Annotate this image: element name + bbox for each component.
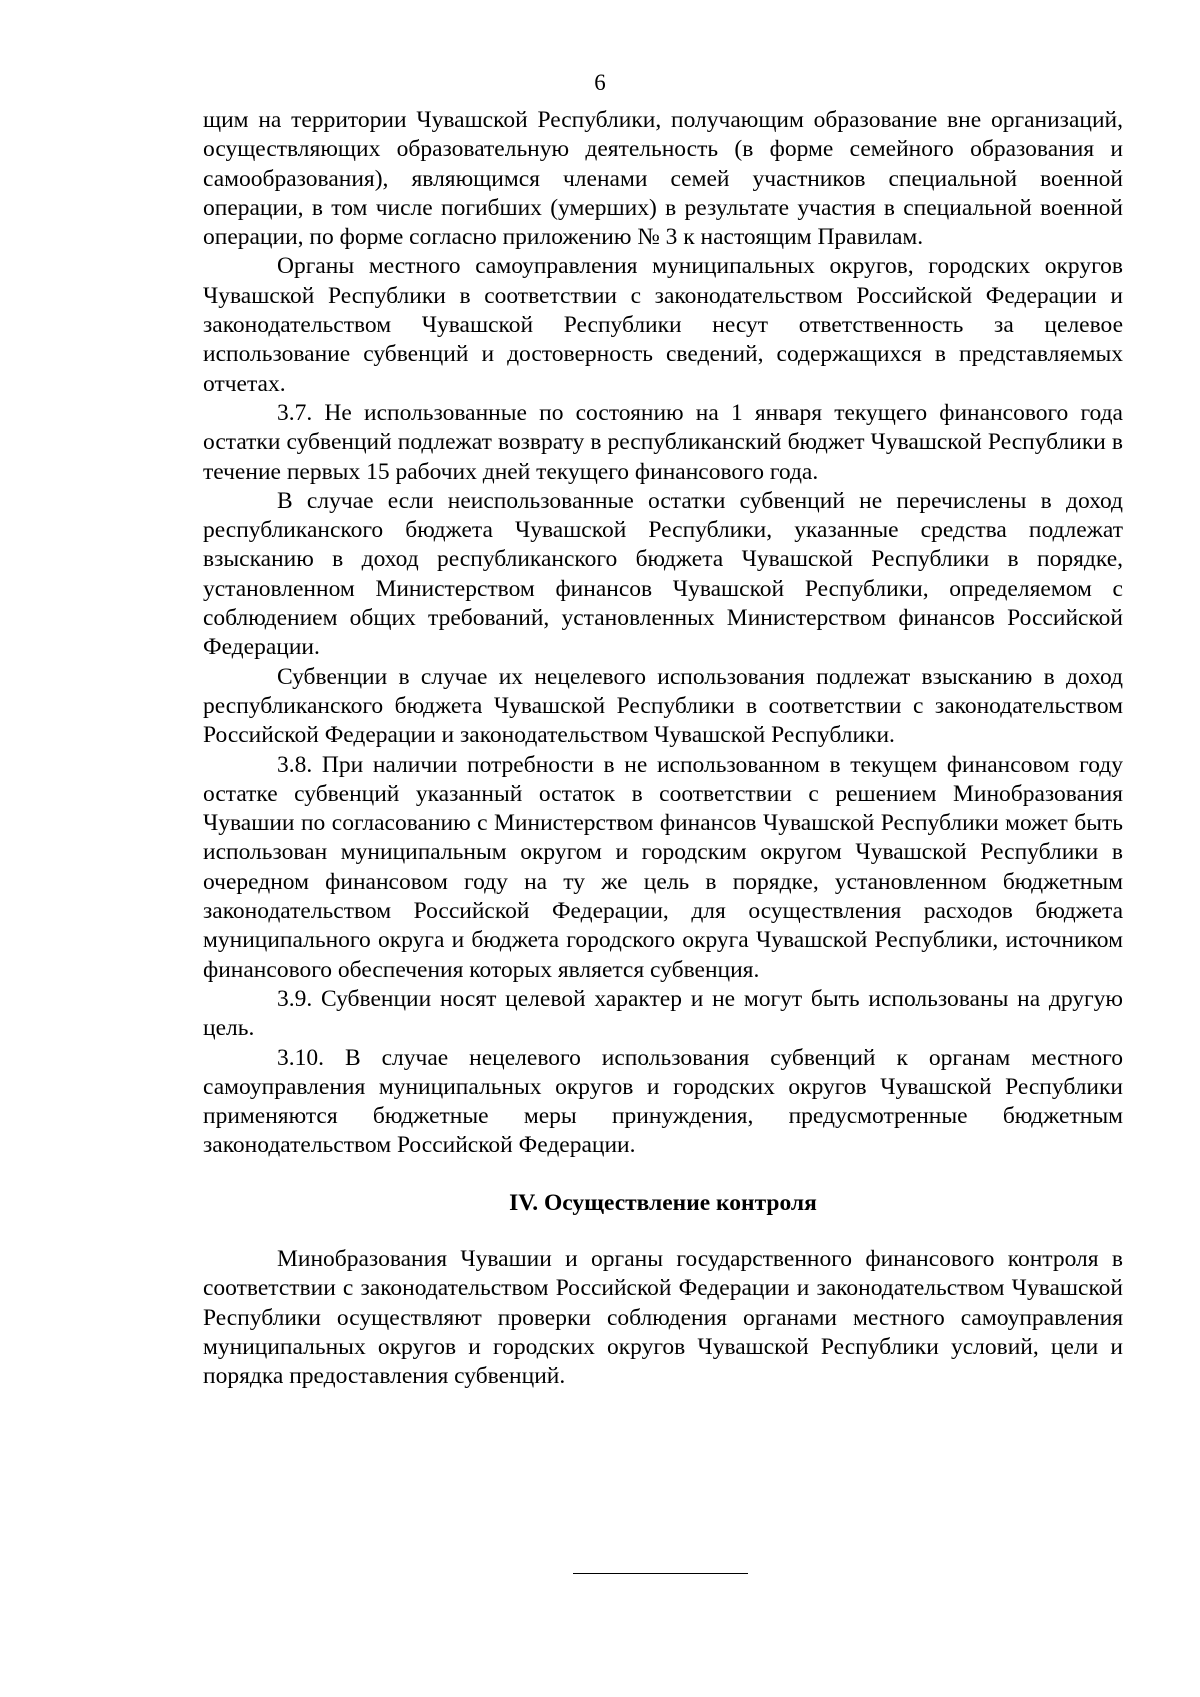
paragraph-continuation: щим на территории Чувашской Республики, получающим образование вне организаций, осуществляющих образовательную деятельность (в форме семейного образования и самообразования), являющимся членами семей участников специальной военной операции, в том числе погибших (умерших) в результате участия в специальной военной операции, по форме согласно приложению № 3 к настоящим Правилам. <box>203 107 1123 251</box>
section-heading: IV. Осуществление контроля <box>509 1189 817 1216</box>
paragraph-3-9: 3.9. Субвенции носят целевой характер и не могут быть использованы на другую цель. <box>203 985 1123 1042</box>
paragraph-control: Минобразования Чувашии и органы государственного финансового контроля в соответствии с законодательством Российской Федерации и законодательством Чувашской Республики осуществляют проверки соблюдения органами местного самоуправления муниципальных округов и городских округов Чувашской Республики условий, цели и порядка предоставления субвенций. <box>203 1245 1123 1390</box>
paragraph-misuse-recovery: Субвенции в случае их нецелевого использования подлежат взысканию в доход республиканского бюджета Чувашской Республики в соответствии с законодательством Российской Федерации и законодательством Чувашской Республики. <box>203 663 1123 749</box>
paragraph-unspent-balance: В случае если неиспользованные остатки субвенций не перечислены в доход республиканского бюджета Чувашской Республики, указанные средства подлежат взысканию в доход республиканского бюджета Чувашской Республики в порядке, установленном Министерством финансов Чувашской Республики, определяемом с соблюдением общих требований, установленных Министерством финансов Российской Федерации. <box>203 487 1123 661</box>
paragraph-3-7: 3.7. Не использованные по состоянию на 1 января текущего финансового года остатки субвенций подлежат возврату в республиканский бюджет Чувашской Республики в течение первых 15 рабочих дней текущего финансового года. <box>203 399 1123 485</box>
paragraph-responsibility: Органы местного самоуправления муниципальных округов, городских округов Чувашской Республики в соответствии с законодательством Российской Федерации и законодательством Чувашской Республики несут ответственность за целевое использование субвенций и достоверность сведений, содержащихся в представляемых отчетах. <box>203 253 1123 397</box>
end-of-document-rule <box>573 1573 748 1574</box>
page-number: 6 <box>594 70 606 95</box>
document-body <box>203 106 1123 1391</box>
paragraph-3-10: 3.10. В случае нецелевого использования субвенций к органам местного самоуправления муниципальных округов и городских округов Чувашской Республики применяются бюджетные меры принуждения, предусмотренные бюджетным законодательством Российской Федерации. <box>203 1044 1123 1159</box>
paragraph-3-8: 3.8. При наличии потребности в не использованном в текущем финансовом году остатке субвенций указанный остаток в соответствии с решением Минобразования Чувашии по согласованию с Министерством финансов Чувашской Республики может быть использован муниципальным округом и городским округом Чувашской Республики в очередном финансовом году на ту же цель в порядке, установленном бюджетным законодательством Российской Федерации, для осуществления расходов бюджета муниципального округа и бюджета городского округа Чувашской Республики, источником финансового обеспечения которых является субвенция. <box>203 751 1123 983</box>
